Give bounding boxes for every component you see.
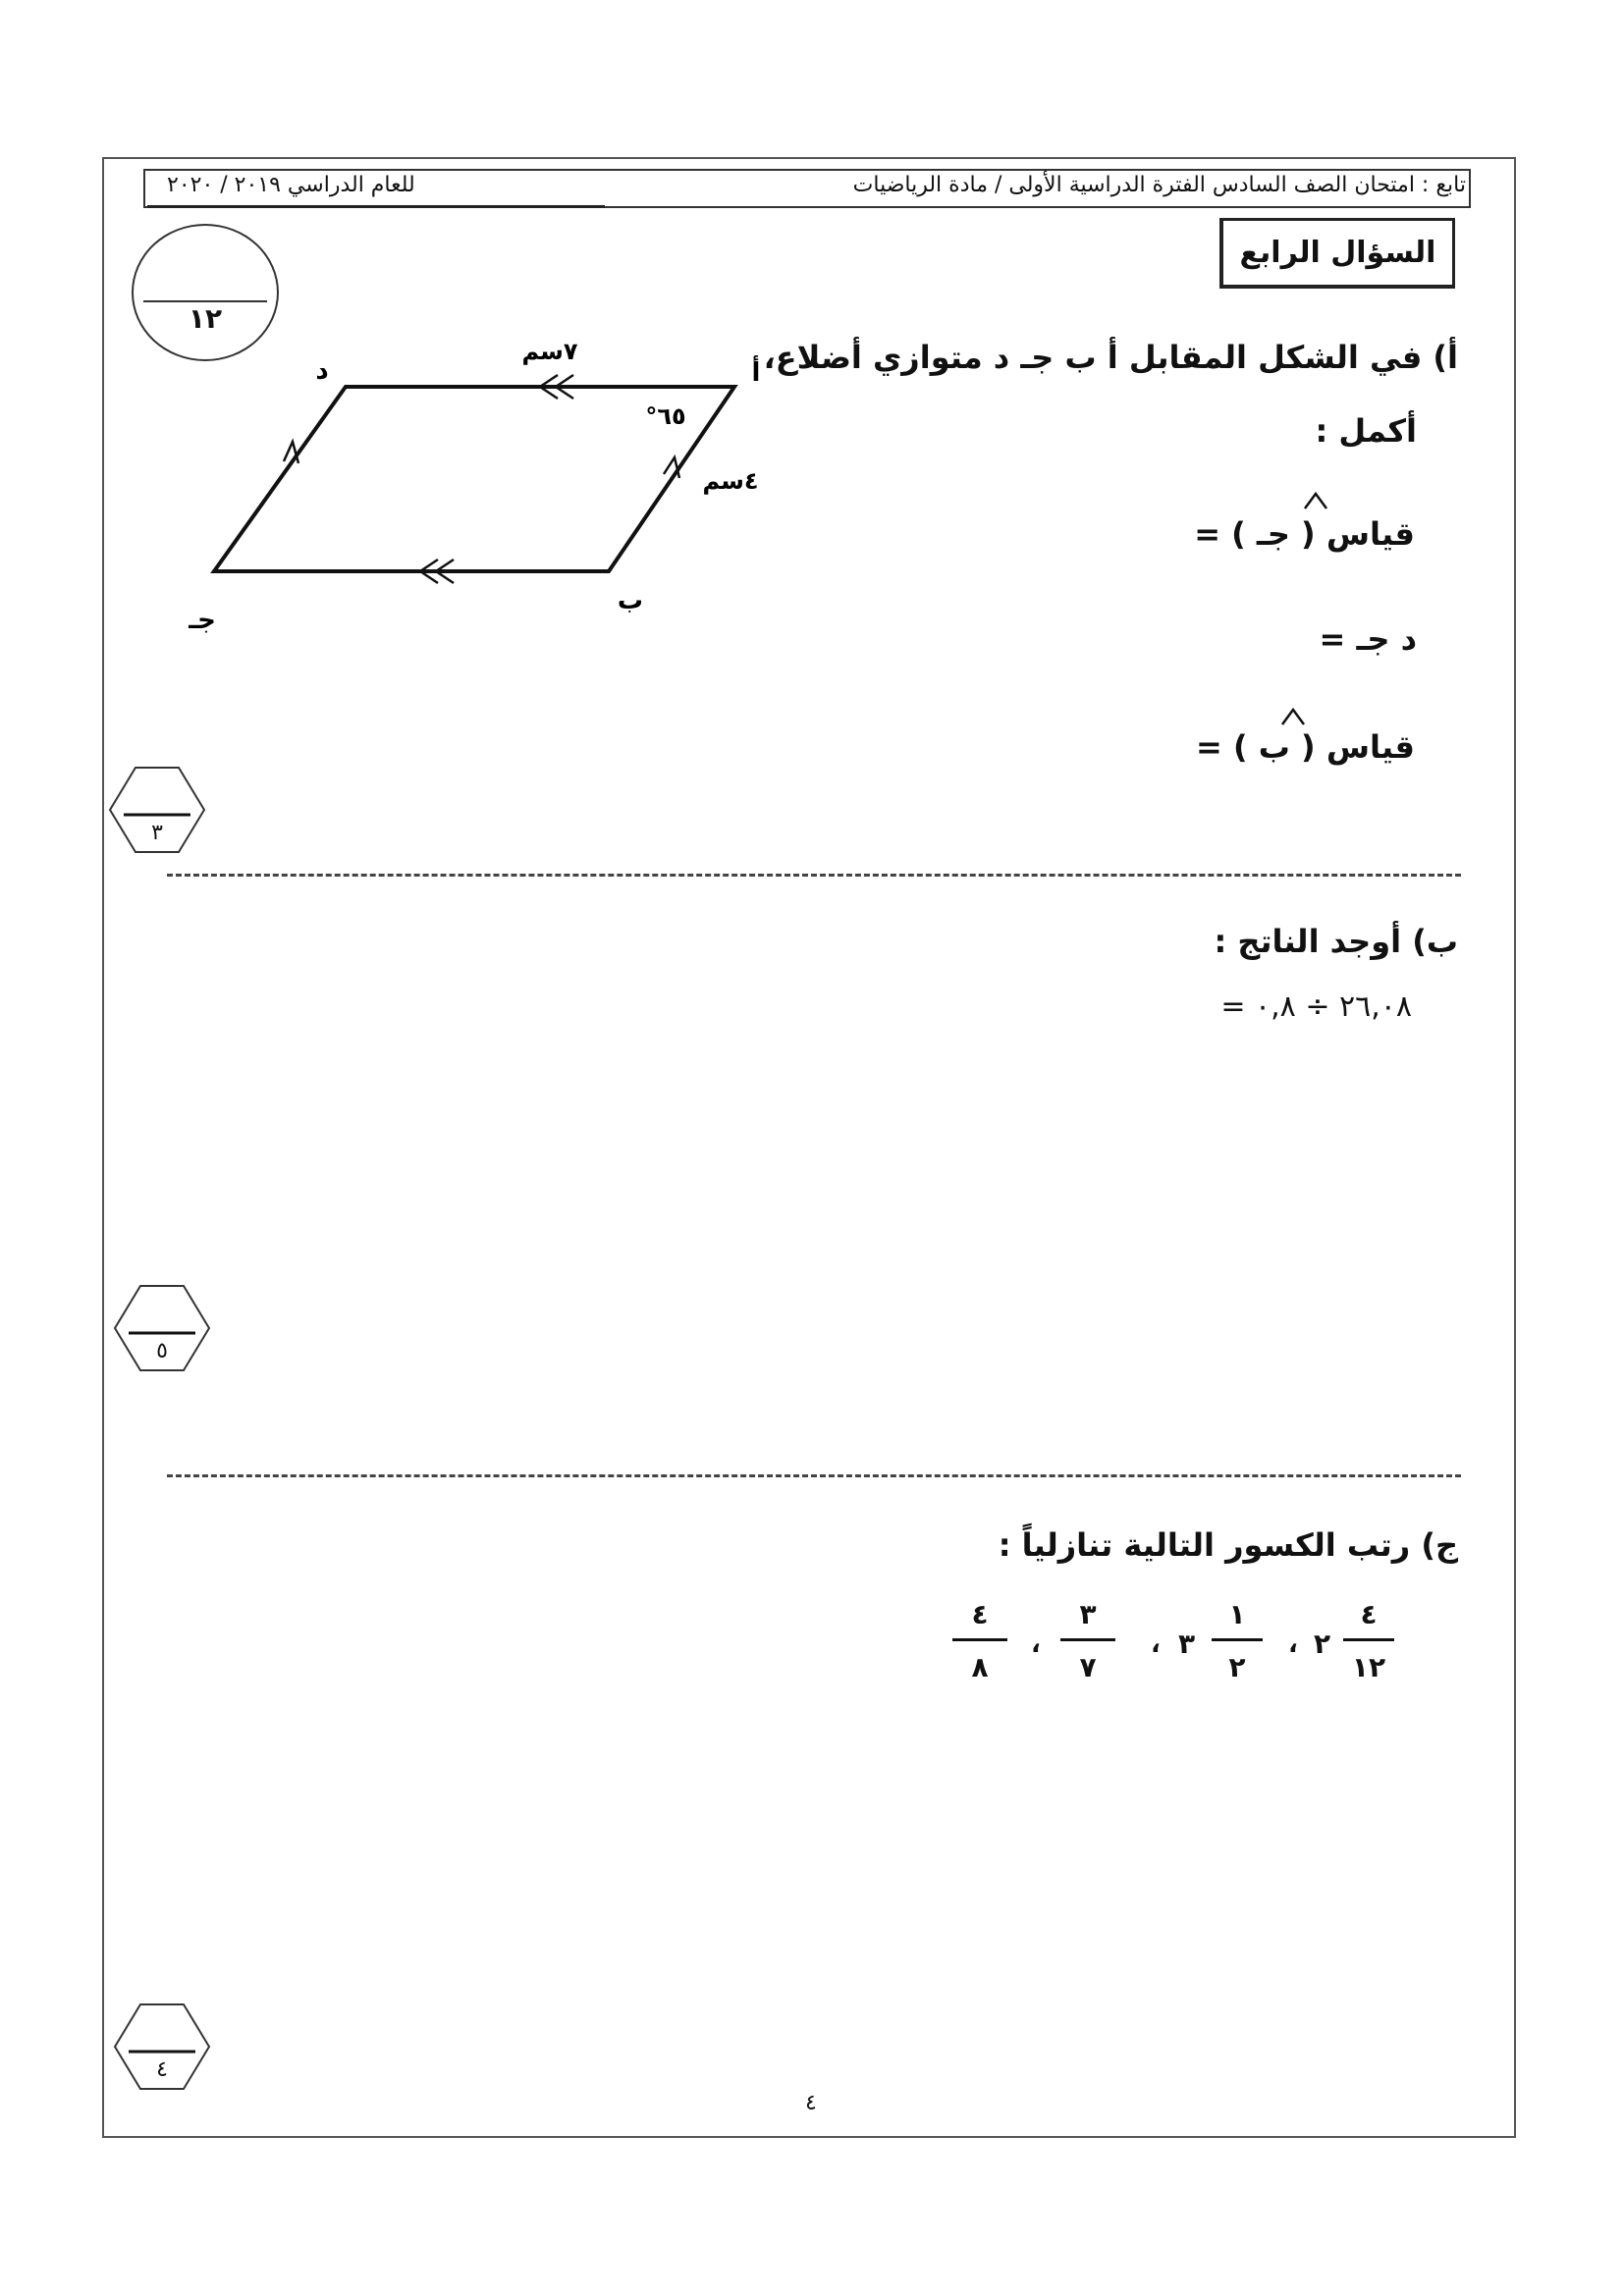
total-score: ١٢ xyxy=(188,302,223,335)
section-divider-1 xyxy=(167,874,1461,877)
fraction-2-whole: ٣ xyxy=(1178,1628,1196,1660)
angle-a-measure: ٦٥° xyxy=(645,402,686,430)
vertex-c-label: جـ xyxy=(189,606,216,635)
right-side-arrow xyxy=(664,457,679,478)
right-side-length: ٤سم xyxy=(702,467,759,495)
fraction-1-whole: ٢ xyxy=(1314,1628,1331,1660)
hat-b-icon xyxy=(1280,707,1306,726)
part-a-prompt: أ) في الشكل المقابل أ ب جـ د متوازي أضلاع، xyxy=(763,339,1458,376)
page-number: ٤ xyxy=(805,2091,817,2115)
fraction-2: ١ ٢ xyxy=(1212,1598,1263,1683)
section-divider-2 xyxy=(167,1474,1461,1477)
separator-2: ، xyxy=(1151,1629,1161,1659)
top-side-length: ٧سم xyxy=(521,338,578,365)
fraction-1: ٤ ١٢ xyxy=(1343,1598,1394,1683)
header-school-year: للعام الدراسي ٢٠١٩ / ٢٠٢٠ xyxy=(167,173,415,197)
part-a-instruction: أكمل : xyxy=(1315,412,1417,450)
part-a-angle-b: قياس ( ب ) = xyxy=(1196,728,1415,766)
separator-3: ، xyxy=(1031,1629,1041,1659)
mark-b-value: ٥ xyxy=(156,1339,168,1363)
vertex-d-label: د xyxy=(315,356,329,386)
parallelogram-figure xyxy=(189,324,785,638)
question-title: السؤال الرابع xyxy=(1219,218,1455,289)
part-a-side-dc: د جـ = xyxy=(1319,620,1417,658)
header-exam-title: تابع : امتحان الصف السادس الفترة الدراسية الأولى / مادة الرياضيات xyxy=(852,173,1466,197)
mark-c-value: ٤ xyxy=(156,2057,168,2082)
mark-a-value: ٣ xyxy=(151,821,163,845)
fraction-4: ٤ ٨ xyxy=(952,1598,1007,1683)
header-underline xyxy=(147,205,605,208)
vertex-b-label: ب xyxy=(617,586,644,615)
separator-1: ، xyxy=(1288,1629,1298,1659)
fraction-3: ٣ ٧ xyxy=(1060,1598,1115,1683)
vertex-a-label: أ xyxy=(751,358,761,388)
part-a-angle-c: قياس ( جـ ) = xyxy=(1194,515,1415,553)
part-b-expression: ٢٦,٠٨ ÷ ٠,٨ = xyxy=(1220,989,1412,1024)
part-c-prompt: ج) رتب الكسور التالية تنازلياً : xyxy=(998,1526,1458,1564)
hat-c-icon xyxy=(1303,491,1328,510)
part-b-prompt: ب) أوجد الناتج : xyxy=(1214,923,1458,960)
